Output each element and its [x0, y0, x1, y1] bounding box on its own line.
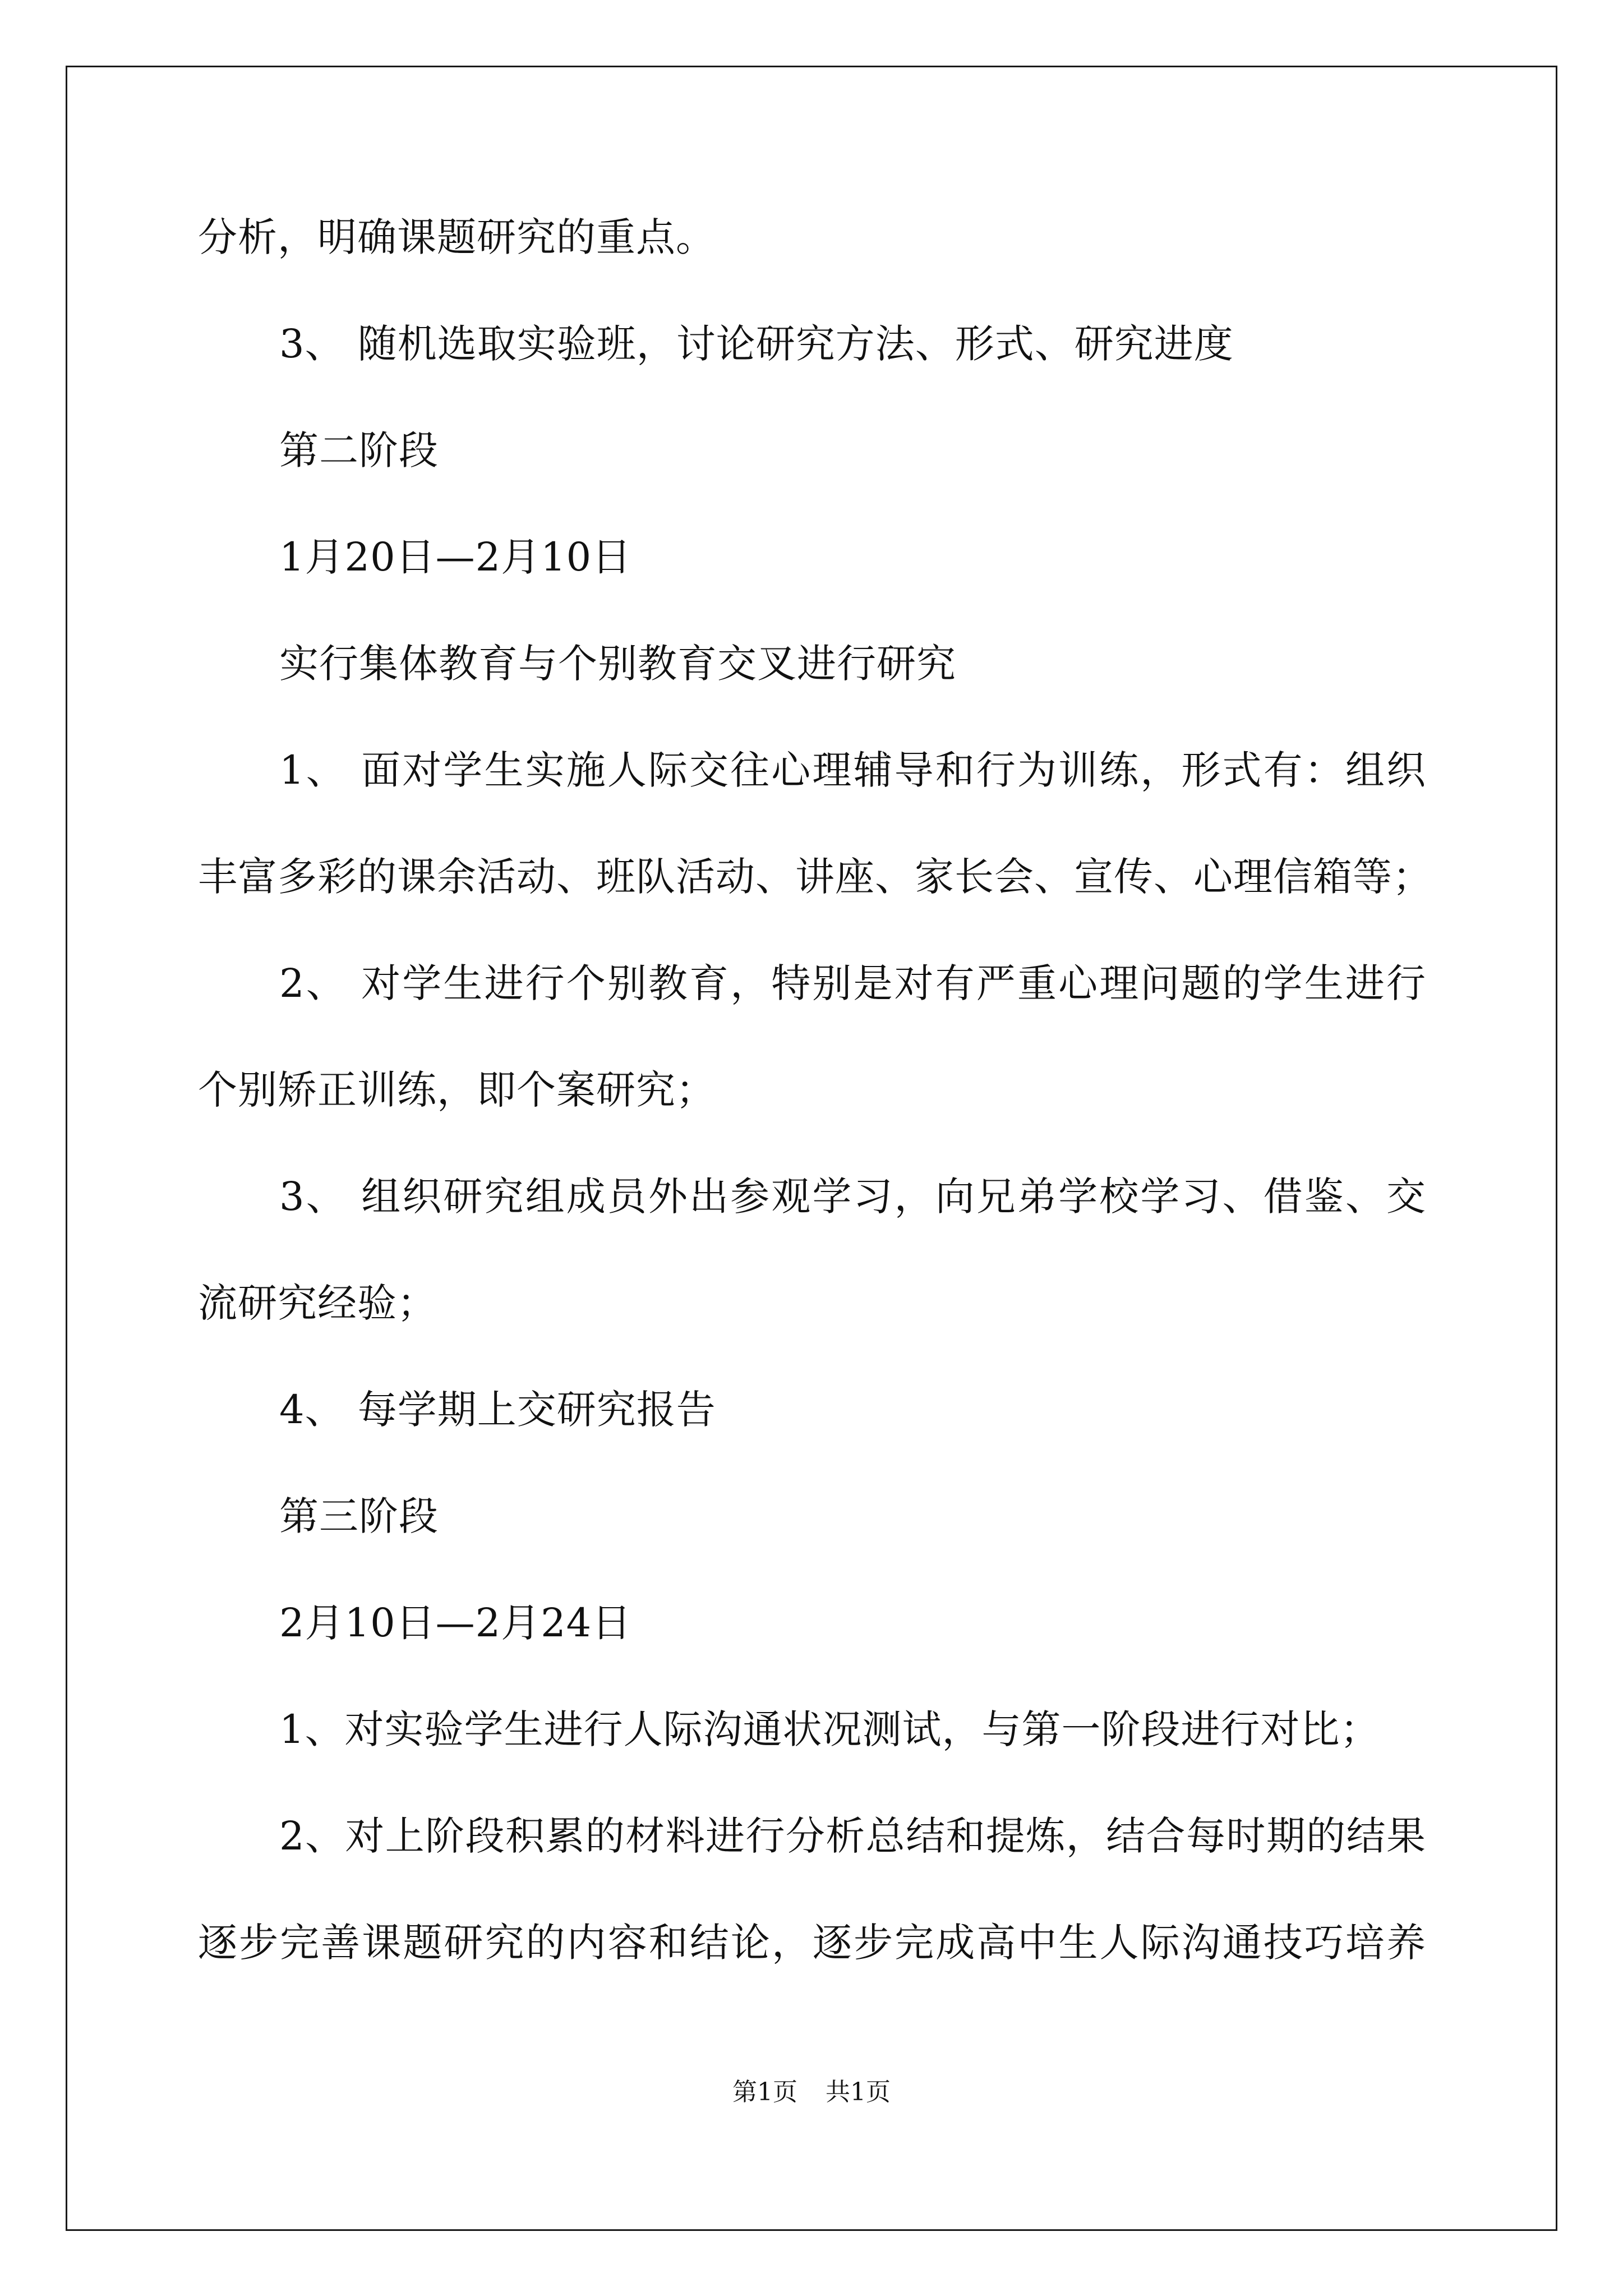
text-line-step-2-individual: 2、 对学生进行个别教育，特别是对有严重心理问题的学生进行	[279, 960, 1426, 1006]
text-line-stage-three-conclusion: 逐步完善课题研究的内容和结论，逐步完成高中生人际沟通技巧培养	[198, 1920, 1426, 1966]
heading-stage-two: 第二阶段	[279, 427, 439, 473]
text-line-step-3-select-class: 3、 随机选取实验班，讨论研究方法、形式、研究进度	[279, 321, 1234, 367]
text-line-analysis: 分析，明确课题研究的重点。	[198, 214, 716, 260]
page-number-total: 共1页	[826, 2078, 891, 2106]
text-line-stage-three-step-1: 1、对实验学生进行人际沟通状况测试，与第一阶段进行对比；	[279, 1706, 1380, 1752]
heading-stage-three: 第三阶段	[279, 1493, 439, 1539]
date-range-stage-two: 1月20日—2月10日	[279, 534, 632, 580]
text-line-step-3-exchange: 流研究经验；	[198, 1280, 437, 1326]
text-line-step-1-activities: 丰富多彩的课余活动、班队活动、讲座、家长会、宣传、心理信箱等；	[198, 854, 1432, 900]
page-border	[66, 66, 1557, 2231]
page-footer	[0, 2076, 1623, 2109]
page-number-current: 第1页	[732, 2078, 797, 2106]
text-line-step-4-report: 4、 每学期上交研究报告	[279, 1387, 716, 1433]
text-line-step-2-case-study: 个别矫正训练，即个案研究；	[198, 1067, 716, 1113]
text-line-step-1-counseling: 1、 面对学生实施人际交往心理辅导和行为训练，形式有：组织	[279, 747, 1426, 793]
text-line-stage-two-summary: 实行集体教育与个别教育交叉进行研究	[279, 641, 956, 687]
text-line-step-3-visit: 3、 组织研究组成员外出参观学习，向兄弟学校学习、借鉴、交	[279, 1174, 1426, 1220]
date-range-stage-three: 2月10日—2月24日	[279, 1600, 632, 1646]
text-line-stage-three-step-2: 2、对上阶段积累的材料进行分析总结和提炼，结合每时期的结果	[279, 1813, 1426, 1859]
